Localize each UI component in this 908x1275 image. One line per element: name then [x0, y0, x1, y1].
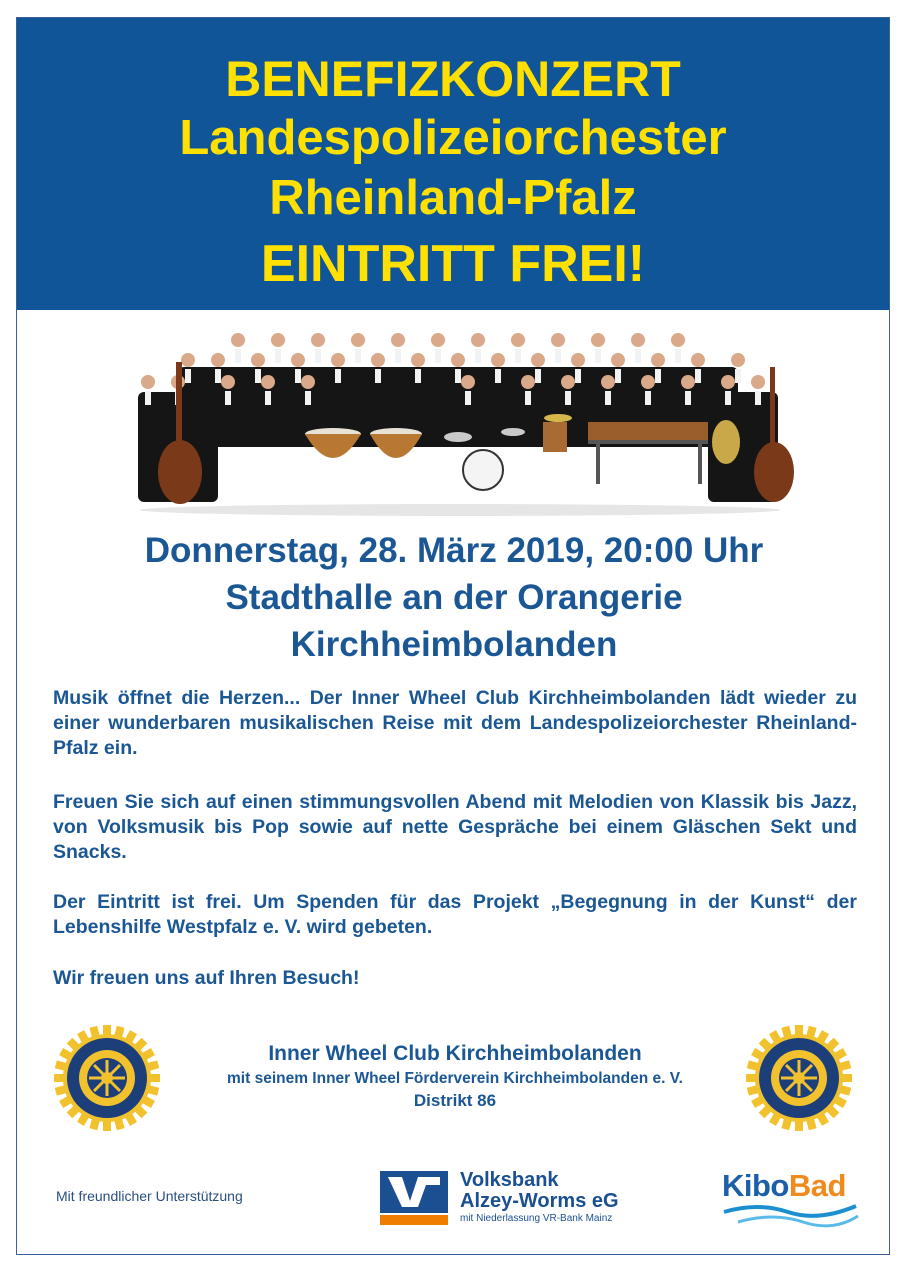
inner-wheel-logo-icon: [52, 1023, 162, 1133]
bank-subline: mit Niederlassung VR-Bank Mainz: [460, 1213, 613, 1224]
headline-free-entry: EINTRITT FREI!: [260, 235, 646, 293]
headline-region: Rheinland-Pfalz: [269, 171, 637, 225]
volksbank-logo-icon: [380, 1171, 448, 1225]
orchestra-photo: [118, 322, 802, 518]
headline-benefizkonzert: BENEFIZKONZERT: [225, 51, 681, 107]
body-paragraph-program: Freuen Sie sich auf einen stimmungsvollen Abend mit Melodien von Klassik bis Jazz, von Volksmusik bis Pop sowie auf nette Gespräche bei einem Gläschen Sekt und Snacks.: [53, 791, 857, 863]
club-name: Inner Wheel Club Kirchheimbolanden: [268, 1042, 642, 1065]
kibobad-part2: Bad: [788, 1168, 846, 1203]
volksbank-name: [460, 1170, 619, 1226]
event-venue: Stadthalle an der Orangerie: [225, 578, 683, 617]
bank-name-line1: Volksbank: [460, 1169, 559, 1191]
bank-name-line2: Alzey-Worms eG: [460, 1190, 619, 1212]
body-paragraph-closing: Wir freuen uns auf Ihren Besuch!: [53, 967, 360, 989]
kibobad-wordmark: [722, 1170, 846, 1201]
poster-header: [17, 18, 889, 310]
headline-orchestra: Landespolizeiorchester: [179, 111, 727, 165]
kibobad-logo: [718, 1166, 860, 1230]
body-paragraph-donation: Der Eintritt ist frei. Um Spenden für das Projekt „Begegnung in der Kunst“ der Lebenshilfe Westpfalz e. V. wird gebeten.: [53, 891, 857, 938]
club-district: Distrikt 86: [413, 1091, 497, 1110]
event-datetime: Donnerstag, 28. März 2019, 20:00 Uhr: [144, 531, 764, 570]
kibobad-part1: Kibo: [722, 1168, 789, 1203]
club-association: mit seinem Inner Wheel Förderverein Kirchheimbolanden e. V.: [227, 1070, 683, 1087]
wave-icon: [718, 1200, 860, 1230]
inner-wheel-logo-icon: [744, 1023, 854, 1133]
body-paragraph-intro: Musik öffnet die Herzen... Der Inner Wheel Club Kirchheimbolanden lädt wieder zu einer wunderbaren musikalischen Reise mit dem Landespolizeiorchester Rheinland-Pfalz ein.: [53, 687, 857, 759]
event-town: Kirchheimbolanden: [290, 625, 618, 664]
support-label: Mit freundlicher Unterstützung: [56, 1188, 243, 1204]
